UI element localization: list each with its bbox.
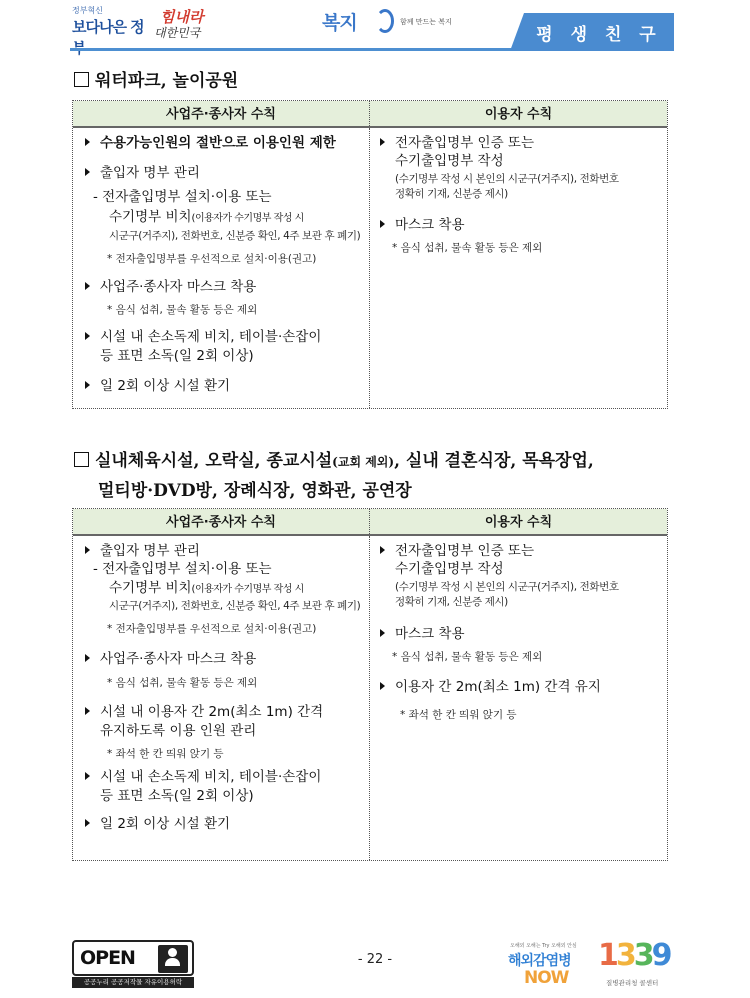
sub-item: 수기명부 비치(이용자가 수기명부 작성 시 bbox=[109, 580, 304, 596]
bullet-icon bbox=[85, 282, 90, 290]
sub-item: - 전자출입명부 설치·이용 또는 bbox=[93, 189, 272, 205]
list-item: 시설 내 이용자 간 2m(최소 1m) 간격 bbox=[85, 703, 323, 721]
open-word: OPEN bbox=[80, 947, 135, 969]
user-rules-header: 이용자 수칙 bbox=[484, 107, 553, 122]
list-item-continued: 등 표면 소독(일 2회 이상) bbox=[100, 788, 254, 804]
now-logo-tagline: 오해외 오해는 Try 오해외 안심 bbox=[510, 943, 577, 949]
gov-innovation-logo bbox=[72, 5, 144, 39]
open-license-caption: 공공누리 공공저작물 자유이용허락 bbox=[72, 977, 194, 988]
list-item: 전자출입명부 인증 또는 bbox=[380, 542, 534, 560]
user-rules-column bbox=[370, 128, 667, 408]
page-header bbox=[70, 0, 674, 50]
table-body bbox=[73, 128, 667, 408]
bokji-tagline: 함께 만드는 복지 bbox=[400, 18, 452, 26]
list-item: 마스크 착용 bbox=[380, 216, 465, 234]
open-license-badge bbox=[72, 940, 194, 988]
header-tab-label: 평 생 친 구 bbox=[536, 25, 662, 45]
list-item: 전자출입명부 인증 또는 bbox=[380, 134, 534, 152]
sub-item-detail: 시군구(거주지), 전화번호, 신분증 확인, 4주 보관 후 폐기) bbox=[109, 230, 361, 242]
gov-innovation-small: 정부혁신 bbox=[72, 6, 103, 15]
list-item: 시설 내 손소독제 비치, 테이블·손잡이 bbox=[85, 328, 321, 346]
bullet-icon bbox=[380, 138, 385, 146]
list-item: 수용가능인원의 절반으로 이용인원 제한 bbox=[85, 134, 336, 152]
bullet-icon bbox=[85, 707, 90, 715]
bullet-icon bbox=[85, 381, 90, 389]
now-logo-word: NOW bbox=[524, 968, 569, 988]
list-item-detail: (수기명부 작성 시 본인의 시군구(거주지), 전화번호 bbox=[395, 581, 619, 593]
section1-table bbox=[72, 100, 668, 409]
operator-rules-column bbox=[73, 536, 370, 860]
table-header bbox=[73, 509, 667, 536]
list-item-continued: 수기출입명부 작성 bbox=[395, 561, 504, 577]
open-badge-box bbox=[72, 940, 194, 976]
list-item: 사업주·종사자 마스크 착용 bbox=[85, 278, 256, 296]
checkbox-icon bbox=[74, 452, 89, 467]
section2-title-line2: 멀티방·DVD방, 장례식장, 영화관, 공연장 bbox=[98, 481, 412, 501]
campaign-line1: 힘내라 bbox=[160, 8, 204, 26]
list-item-continued: 수기출입명부 작성 bbox=[395, 153, 504, 169]
bullet-icon bbox=[85, 168, 90, 176]
checkbox-icon bbox=[74, 72, 89, 87]
bokji-word: 복지 bbox=[322, 12, 357, 34]
bullet-icon bbox=[85, 546, 90, 554]
overseas-disease-now-logo bbox=[508, 942, 588, 992]
note: * 전자출입명부를 우선적으로 설치·이용(권고) bbox=[107, 623, 317, 635]
list-item: 일 2회 이상 시설 환기 bbox=[85, 377, 230, 395]
list-item: 마스크 착용 bbox=[380, 625, 465, 643]
page-number: - 22 - bbox=[357, 952, 393, 967]
list-item: 출입자 명부 관리 bbox=[85, 542, 200, 560]
bullet-icon bbox=[85, 819, 90, 827]
list-item: 출입자 명부 관리 bbox=[85, 164, 200, 182]
operator-rules-header: 사업주·종사자 수칙 bbox=[73, 101, 370, 126]
list-item-detail: 정확히 기재, 신분증 제시) bbox=[395, 596, 508, 608]
note: * 음식 섭취, 물속 활동 등은 제외 bbox=[392, 651, 543, 663]
list-item: 이용자 간 2m(최소 1m) 간격 유지 bbox=[380, 678, 601, 696]
list-item-continued: 유지하도록 이용 인원 관리 bbox=[100, 723, 257, 739]
campaign-logo bbox=[152, 6, 222, 42]
operator-rules-column bbox=[73, 128, 370, 408]
note: * 좌석 한 칸 띄워 앉기 등 bbox=[107, 748, 224, 760]
note: * 음식 섭취, 물속 활동 등은 제외 bbox=[107, 677, 258, 689]
list-item: 사업주·종사자 마스크 착용 bbox=[85, 650, 256, 668]
bokji-swirl-icon bbox=[376, 9, 394, 33]
bullet-icon bbox=[380, 546, 385, 554]
user-rules-column bbox=[370, 536, 667, 860]
bullet-icon bbox=[380, 220, 385, 228]
now-logo-main: 해외감염병 bbox=[508, 953, 571, 969]
user-rules-header: 이용자 수칙 bbox=[484, 515, 553, 530]
hotline-caption: 질병관리청 콜센터 bbox=[606, 979, 659, 987]
sub-item: - 전자출입명부 설치·이용 또는 bbox=[93, 561, 272, 577]
header-rule bbox=[70, 48, 530, 51]
list-item: 시설 내 손소독제 비치, 테이블·손잡이 bbox=[85, 768, 321, 786]
sub-item-detail: 시군구(거주지), 전화번호, 신분증 확인, 4주 보관 후 폐기) bbox=[109, 600, 361, 612]
note: * 전자출입명부를 우선적으로 설치·이용(권고) bbox=[107, 253, 317, 265]
sub-item: 수기명부 비치(이용자가 수기명부 작성 시 bbox=[109, 209, 304, 225]
table-header bbox=[73, 101, 667, 128]
bullet-icon bbox=[380, 629, 385, 637]
section1-title bbox=[74, 66, 238, 91]
bullet-icon bbox=[380, 682, 385, 690]
bokji-logo bbox=[322, 8, 472, 38]
section2-title: 실내체육시설, 오락실, 종교시설(교회 제외), 실내 결혼식장, 목욕장업, 멀티방·DVD방, 장례식장, 영화관, 공연장 bbox=[74, 446, 594, 471]
bullet-icon bbox=[85, 332, 90, 340]
campaign-line2: 대한민국 bbox=[154, 26, 201, 40]
attribution-person-icon bbox=[158, 945, 188, 973]
list-item-continued: 등 표면 소독(일 2회 이상) bbox=[100, 348, 254, 364]
note: * 음식 섭취, 물속 활동 등은 제외 bbox=[392, 242, 543, 254]
section2-table bbox=[72, 508, 668, 861]
operator-rules-header: 사업주·종사자 수칙 bbox=[73, 509, 370, 534]
hotline-1339-logo bbox=[598, 938, 678, 992]
note: * 음식 섭취, 물속 활동 등은 제외 bbox=[107, 304, 258, 316]
bullet-icon bbox=[85, 654, 90, 662]
list-item-detail: (수기명부 작성 시 본인의 시군구(거주지), 전화번호 bbox=[395, 173, 619, 185]
table-body bbox=[73, 536, 667, 860]
header-tab bbox=[524, 13, 674, 51]
list-item-detail: 정확히 기재, 신분증 제시) bbox=[395, 188, 508, 200]
bullet-icon bbox=[85, 772, 90, 780]
bullet-icon bbox=[85, 138, 90, 146]
note: * 좌석 한 칸 띄워 앉기 등 bbox=[400, 709, 517, 721]
hotline-number: 1339 bbox=[598, 938, 670, 973]
section1-title-text: 워터파크, 놀이공원 bbox=[95, 71, 239, 91]
gov-innovation-big: 보다나은 정 bbox=[72, 18, 144, 36]
list-item: 일 2회 이상 시설 환기 bbox=[85, 815, 230, 833]
